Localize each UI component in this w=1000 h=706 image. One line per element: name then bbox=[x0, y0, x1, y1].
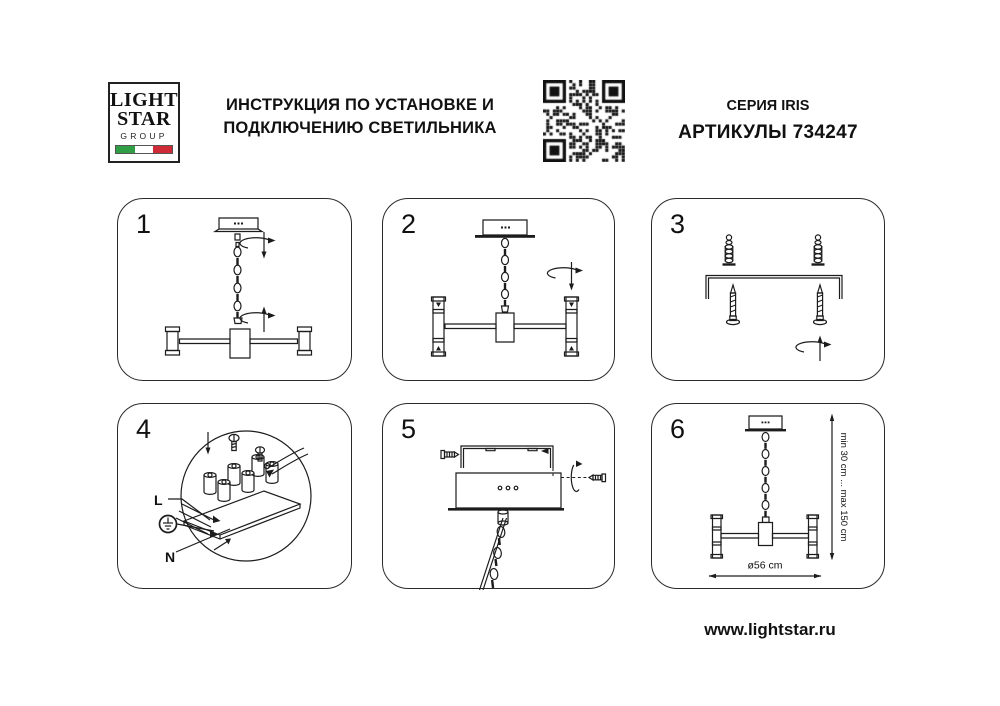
step-number-4: 4 bbox=[136, 414, 152, 444]
step-panel-4 bbox=[117, 403, 352, 589]
step-2-diagram bbox=[383, 199, 616, 382]
lamp-tube-right bbox=[807, 515, 819, 558]
title-line-2: ПОДКЛЮЧЕНИЮ СВЕТИЛЬНИКА bbox=[223, 119, 497, 137]
chain bbox=[762, 433, 769, 523]
ceiling-canopy bbox=[448, 473, 564, 511]
step-4-diagram bbox=[118, 404, 353, 590]
qr-code bbox=[543, 80, 625, 162]
fixture-frame bbox=[445, 313, 566, 342]
lamp-tube-left bbox=[711, 515, 723, 558]
fixture-frame bbox=[721, 523, 809, 546]
step-number-2: 2 bbox=[401, 209, 417, 239]
side-screw-assembly bbox=[561, 461, 606, 492]
article-number: АРТИКУЛЫ 734247 bbox=[678, 122, 858, 143]
step-6-diagram bbox=[652, 404, 886, 590]
step-number-5: 5 bbox=[401, 414, 417, 444]
lamp-tube-right bbox=[565, 297, 579, 356]
logo-text-light: LIGHT bbox=[110, 89, 179, 111]
height-dimension bbox=[830, 414, 849, 561]
lamp-tube-left bbox=[432, 297, 446, 356]
ceiling-canopy bbox=[745, 416, 786, 431]
ground-earth-icon bbox=[160, 516, 177, 533]
screw-icon bbox=[727, 285, 740, 325]
height-range-label: min 30 cm ... max 150 cm bbox=[838, 432, 849, 542]
diameter-label: ø56 cm bbox=[747, 559, 783, 572]
chain bbox=[502, 238, 509, 312]
rotation-arrow-icon bbox=[547, 262, 583, 291]
title-line-1: ИНСТРУКЦИЯ ПО УСТАНОВКЕ И bbox=[225, 96, 495, 114]
step-number-3: 3 bbox=[670, 209, 686, 239]
mounting-bracket bbox=[461, 446, 553, 468]
chain bbox=[234, 234, 242, 324]
step-1-diagram bbox=[118, 199, 353, 382]
neutral-label: N bbox=[165, 549, 176, 565]
terminal-screw-icon bbox=[229, 434, 239, 450]
ceiling-canopy bbox=[215, 218, 262, 232]
rotation-arrow-icon bbox=[240, 232, 276, 259]
ceiling-canopy bbox=[475, 220, 535, 238]
logo-text-star: STAR bbox=[117, 108, 171, 130]
screw-icon bbox=[441, 451, 459, 459]
website-url: www.lightstar.ru bbox=[704, 620, 836, 639]
hanging-chain bbox=[480, 510, 509, 590]
step-panel-2 bbox=[382, 198, 615, 381]
live-label: L bbox=[154, 492, 163, 508]
step-number-6: 6 bbox=[670, 414, 686, 444]
step-5-diagram bbox=[383, 404, 616, 590]
italian-flag-icon bbox=[115, 145, 173, 154]
step-panel-3 bbox=[651, 198, 885, 381]
diameter-dimension bbox=[709, 560, 822, 579]
series-block bbox=[648, 98, 888, 144]
step-panel-5 bbox=[382, 403, 615, 589]
step-panel-1 bbox=[117, 198, 352, 381]
wall-plug-icon bbox=[723, 235, 736, 265]
logo-text-group: GROUP bbox=[120, 131, 168, 141]
step-panel-6 bbox=[651, 403, 885, 589]
fixture-frame bbox=[166, 327, 312, 358]
step-3-diagram bbox=[652, 199, 886, 382]
insert-arrow bbox=[206, 432, 211, 455]
screw-icon bbox=[814, 285, 827, 325]
series-label: СЕРИЯ IRIS bbox=[726, 98, 810, 114]
wall-plug-icon bbox=[812, 235, 825, 265]
rotation-arrow-icon bbox=[240, 307, 276, 333]
rotation-arrow-icon bbox=[796, 336, 832, 362]
page-title bbox=[180, 94, 540, 140]
step-number-1: 1 bbox=[136, 209, 152, 239]
lightstar-logo bbox=[108, 82, 180, 163]
